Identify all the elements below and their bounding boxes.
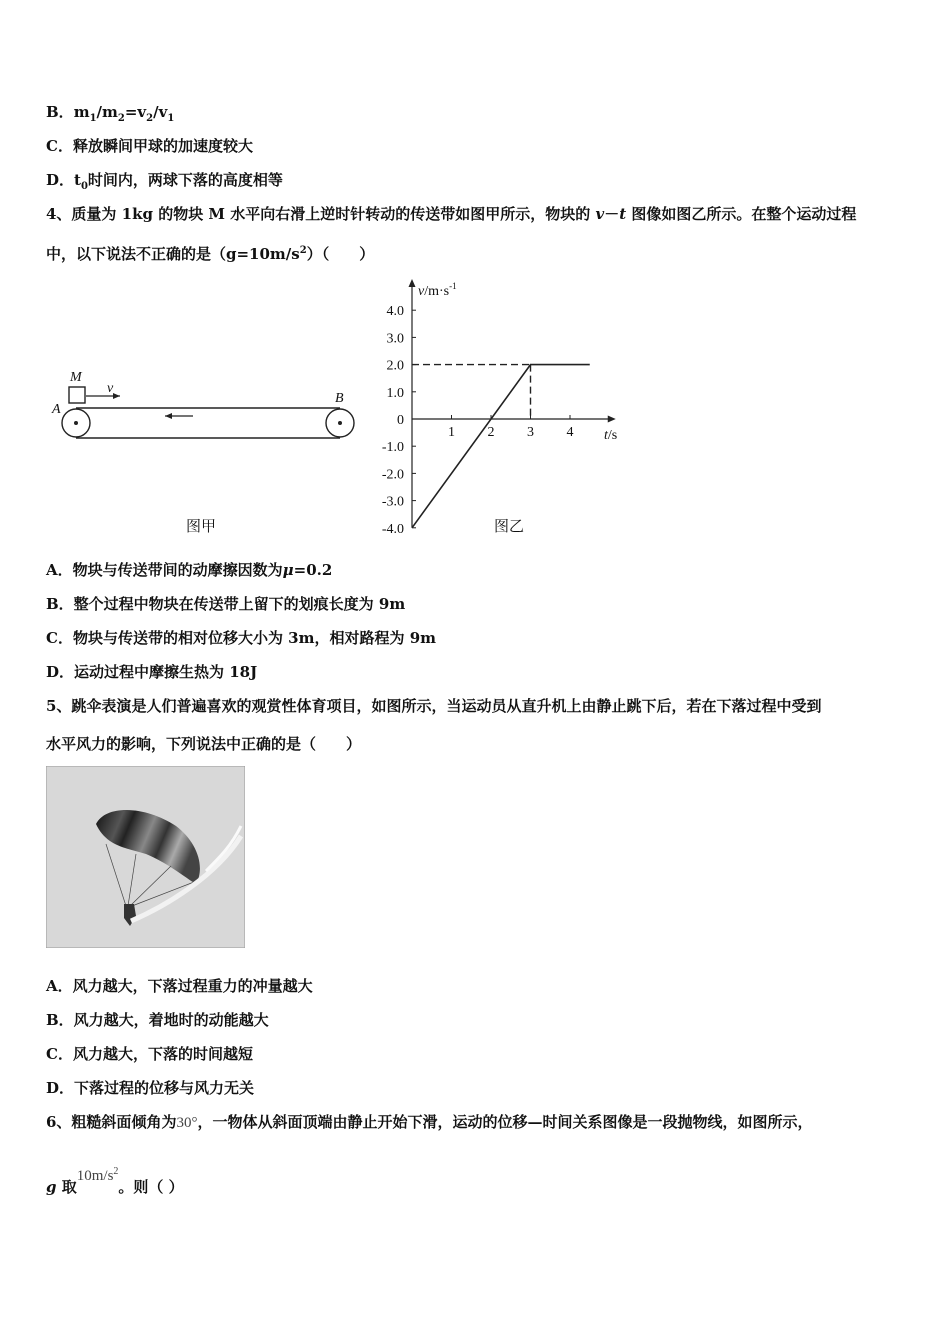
belt-direction-arrow-icon <box>165 413 172 419</box>
y-axis-arrow-icon <box>409 279 416 287</box>
y-tick-label: -4.0 <box>381 521 404 537</box>
caption-fig-a: 图甲 <box>186 519 217 535</box>
block-m <box>69 387 85 403</box>
y-tick-label: 3.0 <box>386 331 404 347</box>
y-tick-label: 4.0 <box>386 304 404 320</box>
question-6-line2: g 取$10m/s^2$。则（ ） <box>46 1166 184 1196</box>
y-tick-label: -3.0 <box>381 494 404 510</box>
label-m: M <box>70 370 82 385</box>
question-4-line2: 中，以下说法不正确的是$(g=10m/s^2)$（ ） <box>46 245 375 263</box>
label-a: A <box>52 402 61 417</box>
option-5c: C．风力越大，下落的时间越短 <box>46 1045 253 1063</box>
option-4c: C．物块与传送带的相对位移大小为 3m，相对路程为 9m <box>46 629 437 647</box>
option-3b: B．$m_1/m_2=v_2/v_1$ <box>46 103 175 124</box>
option-3c: C．释放瞬间甲球的加速度较大 <box>46 137 253 155</box>
conveyor-diagram <box>50 360 360 540</box>
option-5a: A．风力越大，下落过程重力的冲量越大 <box>46 977 313 995</box>
caption-fig-b: 图乙 <box>494 519 525 535</box>
question-4-line1: 4、质量为 1kg 的物块 M 水平向右滑上逆时针转动的传送带如图甲所示，物块的 v－t 图像如图乙所示。在整个运动过程 <box>46 205 857 223</box>
question-5-line2: 水平风力的影响，下列说法中正确的是（ ） <box>46 735 362 753</box>
label-v: v <box>107 381 114 396</box>
figure-conveyor <box>50 360 360 540</box>
question-6-line1: 6、粗糙斜面倾角为30°，一物体从斜面顶端由静止开始下滑，运动的位移—时间关系图像是一段抛物线，如图所示， <box>46 1113 813 1131</box>
parachute-photo <box>46 766 245 948</box>
option-5d: D．下落过程的位移与风力无关 <box>46 1079 255 1097</box>
y-tick-label: 1.0 <box>386 385 404 401</box>
x-tick-label: 3 <box>527 425 534 440</box>
option-4d: D．运动过程中摩擦生热为 18J <box>46 663 258 681</box>
question-5-line1: 5、跳伞表演是人们普遍喜欢的观赏性体育项目，如图所示，当运动员从直升机上由静止跳下后，若在下落过程中受到 <box>46 697 822 715</box>
vt-chart <box>368 275 628 545</box>
option-3d: D．$t_0$时间内，两球下落的高度相等 <box>46 171 283 192</box>
x-axis-label: t/s <box>604 428 618 443</box>
y-tick-label: 2.0 <box>386 358 404 374</box>
y-tick-label: -1.0 <box>381 440 404 456</box>
option-4a: A．物块与传送带间的动摩擦因数为μ=0.2 <box>46 561 333 579</box>
y-tick-label: 0 <box>397 413 404 428</box>
label-b: B <box>335 391 344 406</box>
x-tick-label: 2 <box>487 425 495 440</box>
series-line-vt <box>412 365 590 528</box>
x-tick-label: 1 <box>448 425 455 440</box>
figure-vt-graph <box>368 275 628 545</box>
x-tick-label: 4 <box>566 425 574 440</box>
option-4b: B．整个过程中物块在传送带上留下的划痕长度为 9m <box>46 595 406 613</box>
x-axis-arrow-icon <box>608 416 616 423</box>
option-5b: B．风力越大，着地时的动能越大 <box>46 1011 269 1029</box>
y-axis-label: $v/m\cdot s^{-1}$ <box>418 281 457 299</box>
y-tick-label: -2.0 <box>381 467 404 483</box>
velocity-arrow-icon <box>113 393 120 399</box>
